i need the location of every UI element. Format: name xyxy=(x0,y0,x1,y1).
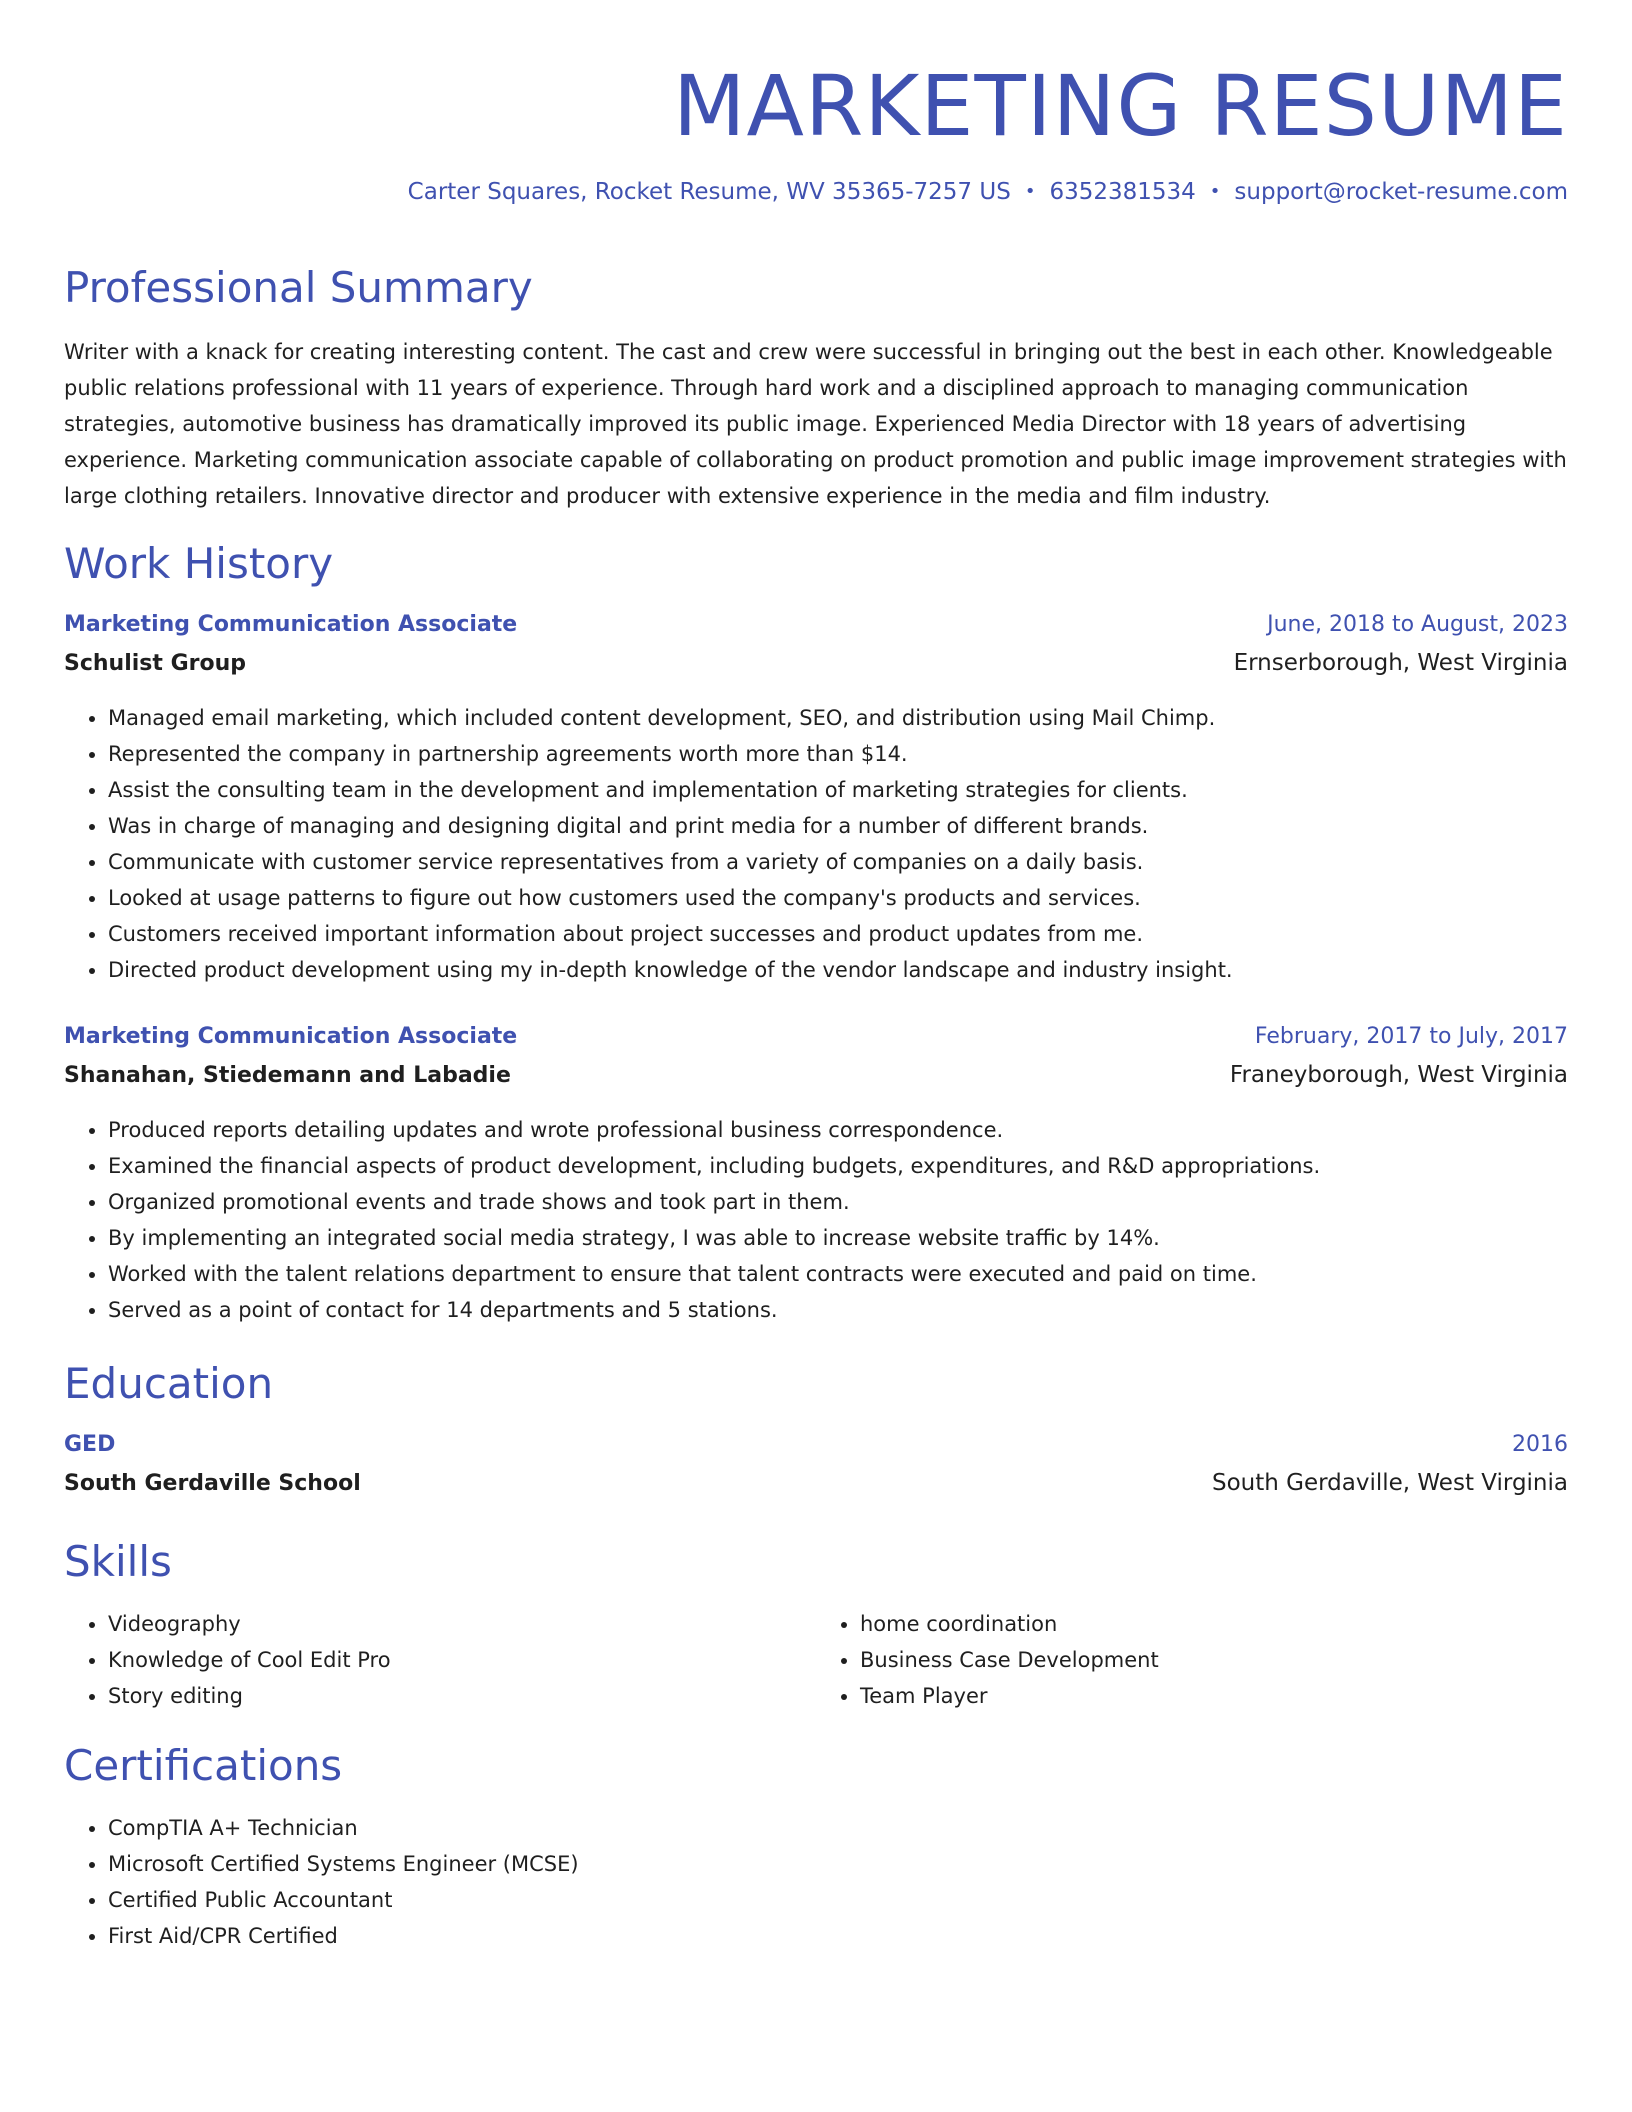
list-item: • Produced reports detailing updates and wrote professional business correspondence. xyxy=(108,1112,1320,1148)
education-header xyxy=(64,1432,1568,1457)
job-title: Marketing Communication Associate xyxy=(64,612,518,637)
education-school: South Gerdaville School xyxy=(64,1471,361,1496)
certifications-list xyxy=(64,1810,579,1954)
job-dates: February, 2017 to July, 2017 xyxy=(1254,1024,1568,1049)
list-item: • Microsoft Certified Systems Engineer (MCSE) xyxy=(108,1846,579,1882)
list-item: • Examined the financial aspects of product development, including budgets, expenditures, and R&D appropriations. xyxy=(108,1148,1320,1184)
job-location: Ernserborough, West Virginia xyxy=(1233,650,1568,676)
resume-name: MARKETING RESUME xyxy=(673,57,1568,155)
list-item: • Team Player xyxy=(860,1678,1568,1714)
job-company-row xyxy=(64,1062,1568,1088)
list-item: • Customers received important information about project successes and product updates from me. xyxy=(108,916,1233,952)
job-header xyxy=(64,612,1568,637)
certifications-heading: Certifications xyxy=(64,1741,343,1790)
education-degree: GED xyxy=(64,1432,116,1457)
contact-address: Carter Squares, Rocket Resume, WV 35365-7257 US xyxy=(407,179,1011,205)
job-bullets xyxy=(64,1112,1320,1328)
list-item: • Served as a point of contact for 14 departments and 5 stations. xyxy=(108,1292,1320,1328)
list-item: • Was in charge of managing and designing digital and print media for a number of different brands. xyxy=(108,808,1233,844)
job-company-row xyxy=(64,650,1568,676)
list-item: • Knowledge of Cool Edit Pro xyxy=(108,1642,816,1678)
education-school-row xyxy=(64,1470,1568,1496)
contact-separator: • xyxy=(1209,181,1221,202)
education-heading: Education xyxy=(64,1359,274,1408)
list-item: • Videography xyxy=(108,1606,816,1642)
summary-text: Writer with a knack for creating interesting content. The cast and crew were successful in bringing out the best in each other. Knowledgeable public relations professional with 11 years of experience. Through hard work and a disciplined approach to managing communication strategies, automotive business has dramatically improved its public image. Experienced Media Director with 18 years of advertising experience. Marketing communication associate capable of collaborating on product promotion and public image improvement strategies with large clothing retailers. Innovative director and producer with extensive experience in the media and film industry. xyxy=(64,340,1567,508)
contact-email: support@rocket-resume.com xyxy=(1234,179,1568,205)
list-item: • Represented the company in partnership agreements worth more than $14. xyxy=(108,736,1233,772)
list-item: • Managed email marketing, which included content development, SEO, and distribution using Mail Chimp. xyxy=(108,700,1233,736)
summary-heading: Professional Summary xyxy=(64,263,533,312)
list-item: • Directed product development using my in-depth knowledge of the vendor landscape and industry insight. xyxy=(108,952,1233,988)
list-item: • Worked with the talent relations department to ensure that talent contracts were executed and paid on time. xyxy=(108,1256,1320,1292)
education-year: 2016 xyxy=(1512,1432,1568,1457)
list-item: • Story editing xyxy=(108,1678,816,1714)
contact-phone: 6352381534 xyxy=(1049,179,1196,205)
job-bullets xyxy=(64,700,1233,988)
list-item: • Certified Public Accountant xyxy=(108,1882,579,1918)
contact-separator: • xyxy=(1024,181,1036,202)
job-header xyxy=(64,1024,1568,1049)
list-item: • Looked at usage patterns to figure out how customers used the company's products and services. xyxy=(108,880,1233,916)
list-item: • Assist the consulting team in the development and implementation of marketing strategies for clients. xyxy=(108,772,1233,808)
job-company: Shanahan, Stiedemann and Labadie xyxy=(64,1063,511,1088)
job-title: Marketing Communication Associate xyxy=(64,1024,518,1049)
list-item: • home coordination xyxy=(860,1606,1568,1642)
skills-heading: Skills xyxy=(64,1537,172,1586)
skills-list-right xyxy=(816,1606,1568,1714)
work-history-heading: Work History xyxy=(64,539,334,588)
list-item: • By implementing an integrated social media strategy, I was able to increase website traffic by 14%. xyxy=(108,1220,1320,1256)
job-company: Schulist Group xyxy=(64,651,246,676)
job-dates: June, 2018 to August, 2023 xyxy=(1267,612,1568,637)
list-item: • Communicate with customer service representatives from a variety of companies on a daily basis. xyxy=(108,844,1233,880)
list-item: • CompTIA A+ Technician xyxy=(108,1810,579,1846)
list-item: • Organized promotional events and trade shows and took part in them. xyxy=(108,1184,1320,1220)
skills-list-left xyxy=(64,1606,816,1714)
education-location: South Gerdaville, West Virginia xyxy=(1211,1470,1568,1496)
job-location: Franeyborough, West Virginia xyxy=(1229,1062,1568,1088)
skills-columns xyxy=(64,1606,1568,1714)
list-item: • First Aid/CPR Certified xyxy=(108,1918,579,1954)
contact-line xyxy=(408,176,1568,208)
list-item: • Business Case Development xyxy=(860,1642,1568,1678)
